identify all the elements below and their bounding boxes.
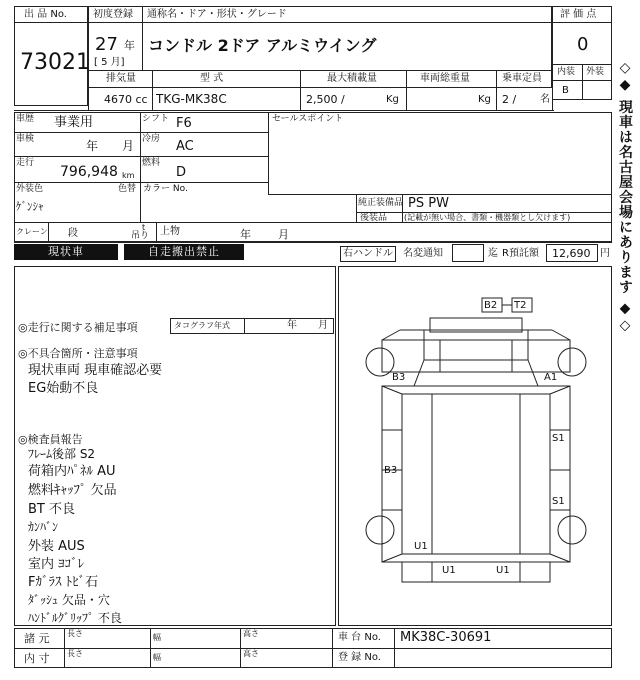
interior-label: 内装 [557, 67, 576, 77]
upper-label: 上物 [160, 226, 180, 237]
aftermarket-note: (記載が無い場合、書類・機器類とし欠けます) [404, 213, 571, 222]
load-unit: Kg [386, 94, 399, 105]
gvw-label: 車両総重量 [420, 73, 470, 84]
height-label: 高さ [243, 629, 259, 638]
history-value: 事業用 [54, 115, 94, 130]
chassis-label: 車 台 No. [338, 632, 381, 643]
car-name: コンドル 2ドア アルミウイング [148, 36, 377, 55]
damage-mark: S1 [552, 433, 565, 444]
height-label: 高さ [243, 649, 259, 658]
score-value: 0 [577, 34, 589, 55]
driving-title: ◎走行に関する補足事項 [18, 321, 138, 334]
no-self-drive-badge: 自走搬出禁止 [124, 244, 244, 260]
inspector-item: BT 不良 [28, 502, 75, 517]
lot-label: 出 品 No. [24, 9, 67, 20]
history-label: 車歴 [16, 114, 35, 124]
registration-label: 登 録 No. [338, 652, 381, 663]
exterior-label: 外装 [586, 67, 605, 77]
inspector-item: 室内 ﾖｺﾞﾚ [28, 557, 85, 572]
defect-item: 現状車両 現車確認必要 [28, 363, 163, 378]
inspector-item: ｶﾝﾊﾞﾝ [28, 520, 59, 534]
genuine-equip-value: PS PW [408, 196, 449, 211]
ac-label: 冷房 [142, 134, 161, 144]
inner-dims-label: 内 寸 [24, 652, 50, 665]
load-label: 最大積載量 [327, 73, 377, 84]
first-reg-year-unit: 年 [124, 39, 135, 52]
color-value: ｹﾞﾝｼｬ [16, 200, 44, 213]
inspection-year: 年 [86, 139, 99, 153]
damage-mark: U1 [496, 565, 510, 576]
r-amount: 12,690 [552, 247, 591, 260]
inspection-label: 車検 [16, 134, 35, 144]
name-change-box [452, 244, 484, 262]
score-label: 評 価 点 [560, 9, 597, 20]
length-label: 長さ [67, 649, 83, 658]
width-label: 幅 [153, 633, 161, 642]
damage-mark: B2 [484, 300, 498, 311]
inspector-item: ﾊﾝﾄﾞﾙｸﾞﾘｯﾌﾟ 不良 [28, 611, 122, 625]
first-reg-month: [ 5 月] [94, 57, 125, 68]
crane-t: t [142, 223, 146, 232]
upper-year: 年 [240, 228, 251, 241]
current-car-badge: 現状車 [14, 244, 118, 260]
color-change-label: 色替 [118, 184, 137, 194]
shift-label: シフト [142, 114, 170, 124]
crane-label: クレーン [16, 227, 48, 236]
damage-mark: S1 [552, 496, 565, 507]
crane-lift: 吊り [131, 231, 150, 241]
crane-stage: 段 [68, 228, 78, 239]
capacity-unit: 名 [540, 94, 550, 105]
displacement-value: 4670 cc [104, 93, 148, 106]
mileage-unit: km [122, 171, 135, 180]
load-value: 2,500 / [306, 93, 345, 106]
damage-mark: B3 [384, 465, 398, 476]
genuine-equip-label: 純正装備品 [358, 198, 404, 208]
defect-item: EG始動不良 [28, 381, 99, 396]
displacement-label: 排気量 [106, 73, 136, 84]
r-unit: 円 [600, 248, 610, 259]
side-notice: ◇◆ 現車は名古屋会場にあります ◆◇ [617, 60, 633, 335]
damage-mark: U1 [414, 541, 428, 552]
inspector-item: 外装 AUS [28, 539, 85, 554]
damage-mark: A1 [544, 372, 558, 383]
r-label: R預託額 [502, 248, 539, 259]
mileage-value: 796,948 [60, 164, 118, 180]
first-reg-label: 初度登録 [93, 9, 133, 20]
upper-month: 月 [278, 228, 289, 241]
mileage-label: 走行 [16, 158, 35, 168]
damage-mark: T2 [514, 300, 527, 311]
inspection-month: 月 [122, 139, 135, 153]
name-change-label: 名変通知 [403, 248, 443, 259]
inspector-item: 荷箱内ﾊﾟﾈﾙ AU [28, 464, 116, 479]
until-label: 迄 [488, 248, 498, 259]
interior-grade: B [562, 85, 569, 96]
fuel-label: 燃料 [142, 158, 161, 168]
aftermarket-label: 後装品 [360, 213, 388, 223]
capacity-value: 2 / [502, 93, 517, 106]
length-label: 長さ [67, 629, 83, 638]
damage-mark: U1 [442, 565, 456, 576]
defects-title: ◎不具合箇所・注意事項 [18, 347, 138, 360]
first-reg-year: 27 [95, 34, 118, 55]
model-label: 型 式 [200, 73, 224, 84]
tacho-month: 月 [318, 320, 328, 331]
fuel-value: D [176, 165, 187, 180]
model-value: TKG-MK38C [156, 92, 227, 106]
capacity-label: 乗車定員 [502, 73, 542, 84]
gvw-unit: Kg [478, 94, 491, 105]
handle-value: 右ハンドル [343, 248, 393, 259]
sales-point-label: セールスポイント [272, 114, 344, 124]
damage-mark: B3 [392, 372, 406, 383]
color-code-label: カラー No. [143, 184, 188, 194]
inspector-title: ◎検査員報告 [18, 433, 83, 446]
inspector-item: Fｶﾞﾗｽ ﾄﾋﾞ石 [28, 575, 99, 590]
tacho-year: 年 [287, 320, 297, 331]
ac-value: AC [176, 139, 194, 154]
shift-value: F6 [176, 116, 192, 131]
tacho-label: タコグラフ年式 [174, 321, 230, 330]
width-label: 幅 [153, 653, 161, 662]
lot-number: 73021 [20, 50, 90, 75]
dims-label: 諸 元 [24, 632, 50, 645]
color-label: 外装色 [16, 184, 44, 194]
inspector-item: 燃料ｷｬｯﾌﾟ 欠品 [28, 483, 117, 498]
name-label: 通称名・ドア・形状・グレード [147, 9, 287, 20]
chassis-number: MK38C-30691 [400, 630, 492, 645]
inspector-item: ﾀﾞｯｼｭ 欠品・穴 [28, 593, 110, 607]
inspector-item: ﾌﾚｰﾑ後部 S2 [28, 447, 96, 461]
diagram-area [338, 266, 612, 626]
